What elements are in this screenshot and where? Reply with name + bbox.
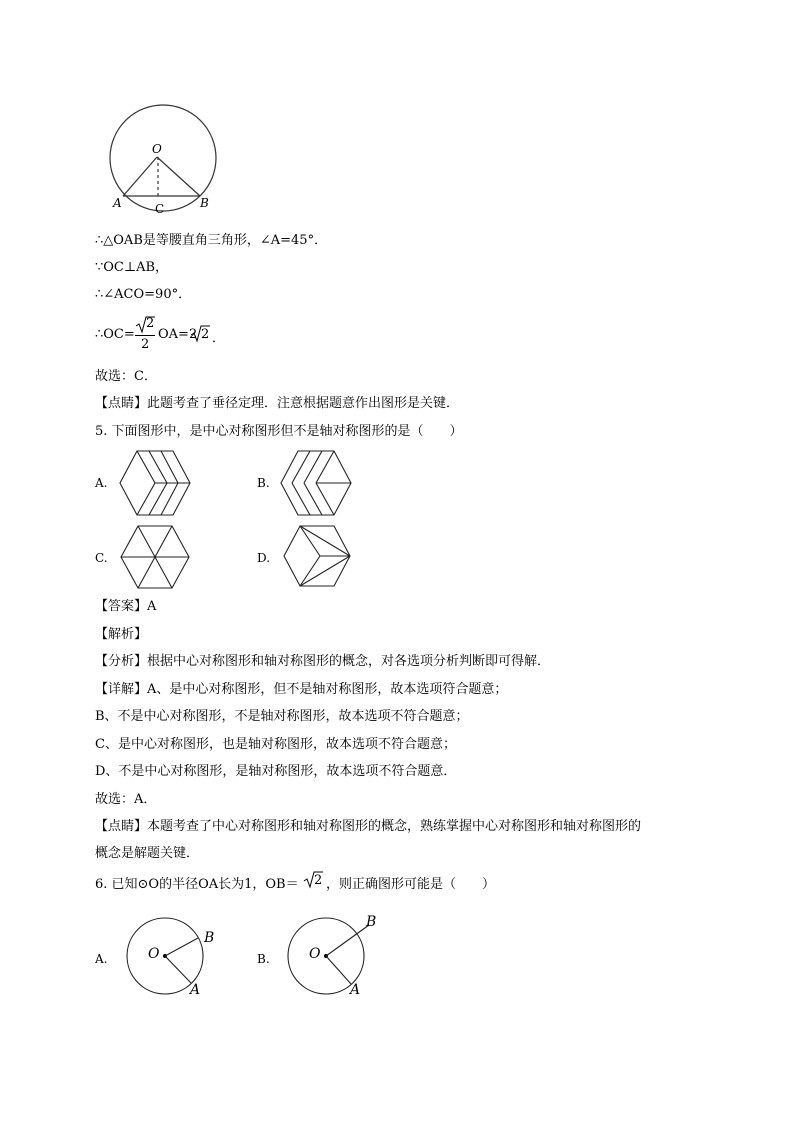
line-dianjing-1: 【点睛】此题考查了垂径定理．注意根据题意作出图形是关键． — [95, 396, 460, 411]
analysis-heading: 【解析】 — [95, 627, 148, 642]
a-label-b: B — [204, 930, 215, 946]
answer-line: 【答案】A — [95, 599, 157, 614]
option-c-explain: C、是中心对称图形，也是轴对称图形，故本选项不符合题意； — [95, 737, 456, 752]
oc-end: ． — [212, 331, 226, 346]
q6-figure-a — [120, 912, 230, 1002]
line-choice-c: 故选：C． — [95, 369, 157, 384]
q5-option-b-label: B. — [257, 476, 270, 490]
choice-a-line: 故选：A． — [95, 792, 157, 807]
dianjing-line-1: 【点睛】本题考查了中心对称图形和轴对称图形的概念，熟练掌握中心对称图形和轴对称图形的 — [95, 819, 642, 834]
oc-prefix: ∴OC= — [95, 327, 135, 342]
hexagon-a-figure — [120, 451, 190, 515]
q6-rad: 2 — [314, 873, 323, 888]
b-label-a: A — [350, 982, 361, 998]
xiangjie-line: 【详解】A、是中心对称图形，但不是轴对称图形，故本选项符合题意； — [95, 682, 508, 697]
label-c: C — [155, 202, 165, 216]
b-label-o: O — [309, 946, 321, 962]
oc-mid: OA=2 — [158, 327, 198, 342]
q6-suffix: ，则正确图形可能是（ ） — [326, 877, 496, 892]
q5-option-a-label: A. — [95, 476, 108, 490]
q5-option-d-label: D. — [257, 551, 271, 565]
hexagon-c-figure — [121, 526, 189, 588]
hexagon-d-figure — [284, 526, 350, 586]
line-triangle-conclusion: ∴△OAB是等腰直角三角形，∠A=45°． — [95, 233, 328, 248]
question-5: 5. 下面图形中，是中心对称图形但不是轴对称图形的是（ ） — [95, 424, 463, 439]
frac-bar — [135, 335, 155, 336]
a-label-a: A — [190, 982, 201, 998]
option-d-explain: D、不是中心对称图形，是轴对称图形，故本选项不符合题意． — [95, 764, 457, 779]
rad-value: 2 — [201, 327, 210, 342]
dianjing-line-2: 概念是解题关键． — [95, 846, 200, 861]
a-label-o: O — [148, 946, 160, 962]
hexagon-b-figure — [281, 451, 351, 515]
q6-option-b-label: B. — [257, 952, 270, 966]
label-a: A — [113, 196, 122, 210]
top-circle-figure — [100, 100, 230, 220]
q6-option-a-label: A. — [95, 952, 108, 966]
line-oc-formula — [95, 316, 295, 356]
line-perpendicular: ∵OC⊥AB， — [95, 260, 169, 275]
circle-a-diagram — [120, 912, 230, 1002]
q5-option-c-label: C. — [95, 551, 108, 565]
line-angle: ∴∠ACO=90°． — [95, 287, 192, 302]
q6-figure-b — [283, 912, 393, 1002]
option-b-explain: B、不是中心对称图形，不是轴对称图形，故本选项不符合题意； — [95, 709, 469, 724]
label-o: O — [152, 142, 162, 156]
q6-prefix: 6. 已知⊙O的半径OA长为1，OB＝ — [95, 877, 299, 892]
frac-num: 2 — [146, 316, 155, 331]
label-b: B — [200, 196, 209, 210]
b-label-b: B — [366, 914, 377, 930]
circle-b-diagram — [283, 912, 393, 1002]
fenxi-line: 【分析】根据中心对称图形和轴对称图形的概念，对各选项分析判断即可得解． — [95, 654, 551, 669]
frac-den: 2 — [141, 337, 150, 352]
